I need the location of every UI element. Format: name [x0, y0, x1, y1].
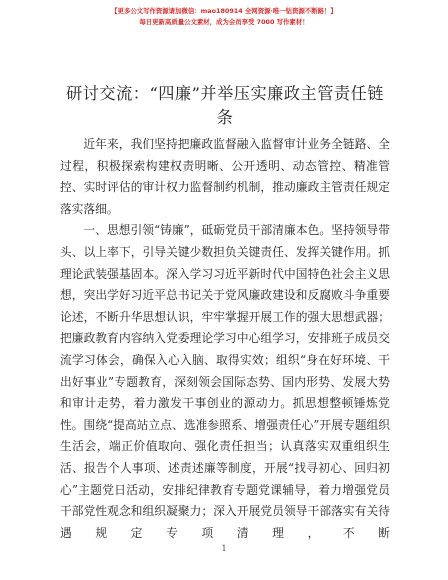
page-number: 1	[221, 544, 227, 553]
document-body	[60, 134, 390, 544]
banner-line-1: 【更多公文写作资源请加微信：mao180914 全网资源·唯一钻资源不断路！】	[111, 7, 337, 15]
paragraph-section-1: 一、思想引领“铸廉”，砥砺党员干部清廉本色。坚持领导带头、以上率下，引导关键少数担负关键责任、发挥关键作用。抓理论武装强基固本。深入学习习近平新时代中国特色社会主义思想，突出学好习近平总书记关于党风廉政建设和反腐败斗争重要论述，不断升华思想认识，牢牢掌握开展工作的强大思想武器；把廉政教育内容纳入党委理论学习中心组学习，安排班子成员交流学习体会，确保入心入脑、取得实效；组织“身在好环境、干出好事业”专题教育，深刻领会国际态势、国内形势、发展大势和审计走势，着力激发干事创业的源动力。抓思想整顿锤炼党性。围绕“提高站立点、选准参照系、增强责任心”开展专题组织生活会，端正价值取向、强化责任担当；认真落实双重组织生活、报告个人事项、述责述廉等制度，开展“找寻初心、回归初心”主题党日活动，安排纪律教育专题党课辅导，着力增强党员干部党性观念和组织凝聚力；深入开展党员领导干部落实有关待遇规定专项清理，不断	[60, 223, 390, 540]
banner-line-2: 每日更新高质量公文素材，成为会员享受 7000 写作素材！	[139, 18, 309, 26]
document-title: 研讨交流：“四廉”并举压实廉政主管责任链条	[66, 84, 384, 127]
header-banner	[0, 6, 448, 28]
paragraph-intro: 近年来，我们坚持把廉政监督融入监督审计业务全链路、全过程，积极探索构建权责明晰、公开透明、动态管控、精准管控、实时评估的审计权力监督制约机制，推动廉政主管责任规定落实落细。	[60, 137, 390, 216]
